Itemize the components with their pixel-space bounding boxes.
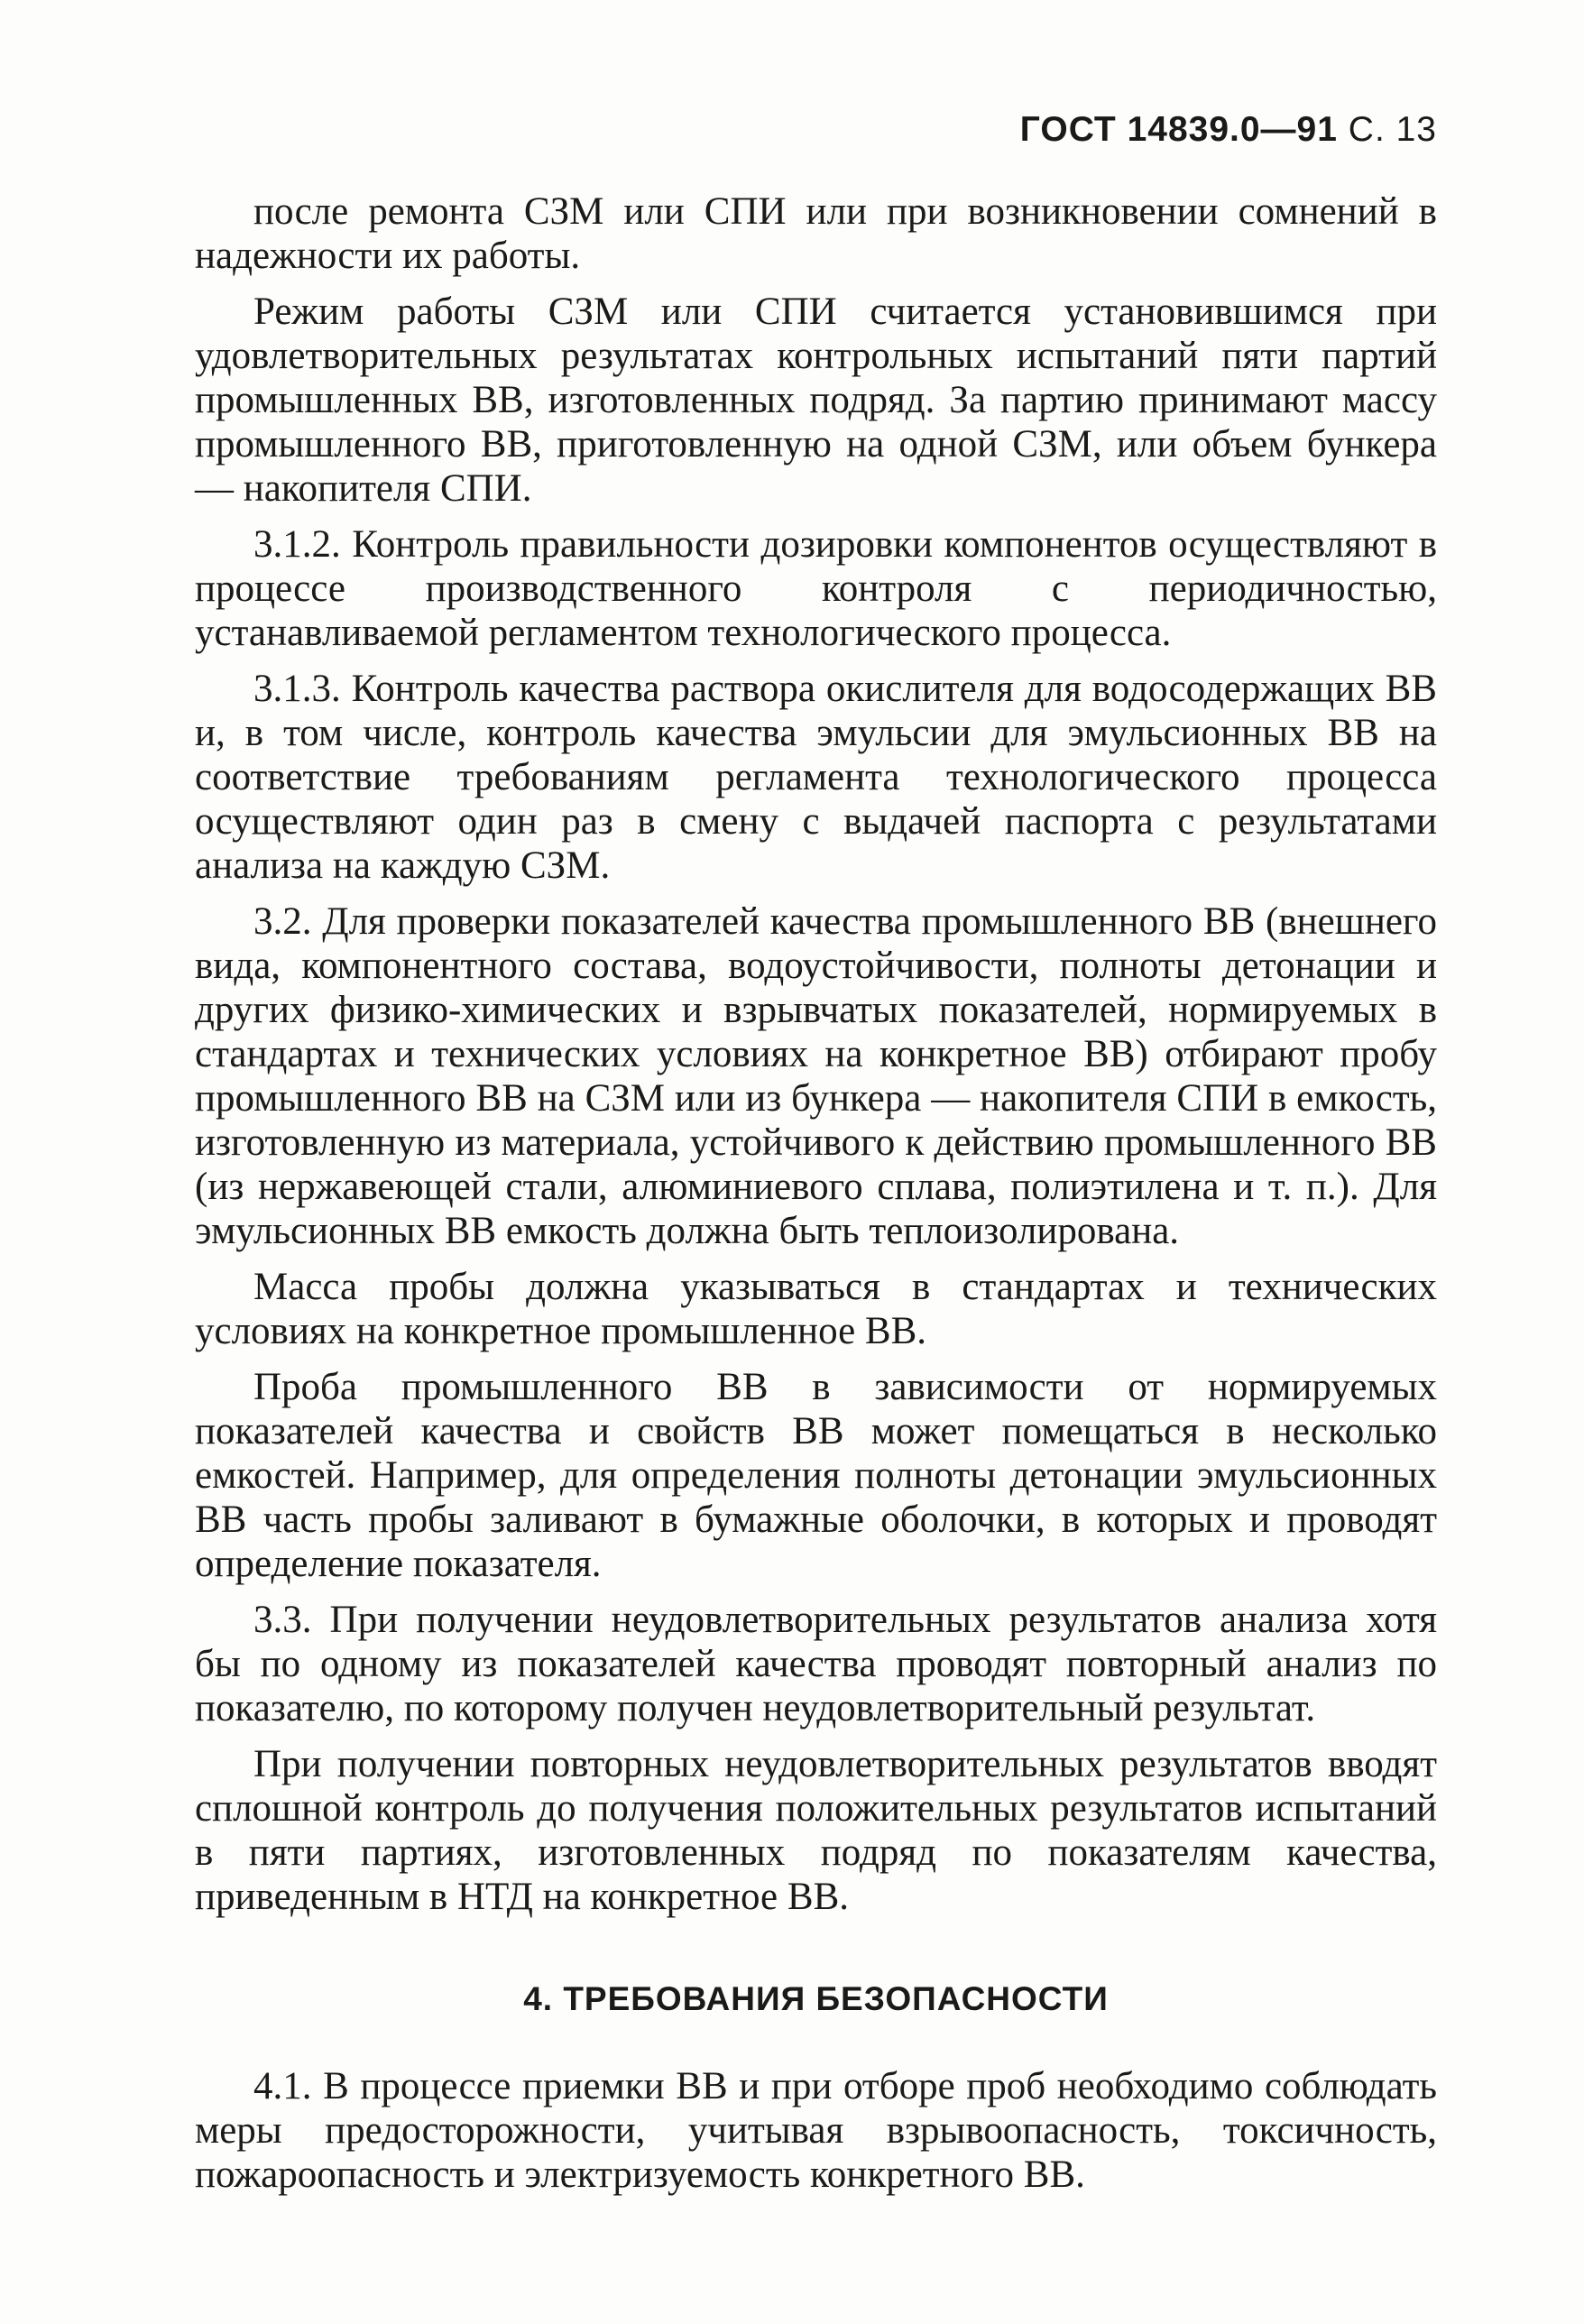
- body-text: [195, 189, 1437, 2197]
- paragraph: 4.1. В процессе приемки ВВ и при отборе проб необходимо соблюдать меры предосторожности, учитывая взрывоопасность, токсичность, пожароопасность и электризуемость конкретного ВВ.: [195, 2065, 1437, 2196]
- standard-number: ГОСТ 14839.0—91: [1019, 110, 1338, 149]
- paragraph: 3.2. Для проверки показателей качества промышленного ВВ (внешнего вида, компонентного состава, водоустойчивости, полноты детонации и других физико-химических и взрывчатых показателей, нормируемых в стандартах и технических условиях на конкретное ВВ) отбирают пробу промышленного ВВ на СЗМ или из бункера — накопителя СПИ в емкость, изготовленную из материала, устойчивого к действию промышленного ВВ (из нержавеющей стали, алюминиевого сплава, полиэтилена и т. п.). Для эмульсионных ВВ емкость должна быть теплоизолирована.: [195, 900, 1437, 1252]
- paragraph: При получении повторных неудовлетворительных результатов вводят сплошной контроль до получения положительных результатов испытаний в пяти партиях, изготовленных подряд по показателям качества, приведенным в НТД на конкретное ВВ.: [195, 1743, 1437, 1918]
- paragraph: Режим работы СЗМ или СПИ считается установившимся при удовлетворительных результатах контрольных испытаний пяти партий промышленных ВВ, изготовленных подряд. За партию принимают массу промышленного ВВ, приготовленную на одной СЗМ, или объем бункера — накопителя СПИ.: [195, 290, 1437, 510]
- page-number: С. 13: [1348, 110, 1437, 149]
- paragraph: 3.3. При получении неудовлетворительных результатов анализа хотя бы по одному из показателей качества проводят повторный анализ по показателю, по которому получен неудовлетворительный результат.: [195, 1599, 1437, 1729]
- paragraph: после ремонта СЗМ или СПИ или при возникновении сомнений в надежности их работы.: [195, 190, 1437, 277]
- paragraph: 3.1.3. Контроль качества раствора окислителя для водосодержащих ВВ и, в том числе, контроль качества эмульсии для эмульсионных ВВ на соответствие требованиям регламента технологического процесса осуществляют один раз в смену с выдачей паспорта с результатами анализа на каждую СЗМ.: [195, 668, 1437, 887]
- paragraph: Масса пробы должна указываться в стандартах и технических условиях на конкретное промышленное ВВ.: [195, 1266, 1437, 1352]
- page-header: [1020, 110, 1437, 150]
- paragraph: 3.1.2. Контроль правильности дозировки компонентов осуществляют в процессе производственного контроля с периодичностью, устанавливаемой регламентом технологического процесса.: [195, 523, 1437, 654]
- paragraph: Проба промышленного ВВ в зависимости от нормируемых показателей качества и свойств ВВ может помещаться в несколько емкостей. Например, для определения полноты детонации эмульсионных ВВ часть пробы заливают в бумажные оболочки, в которых и проводят определение показателя.: [195, 1366, 1437, 1585]
- section-heading: 4. ТРЕБОВАНИЯ БЕЗОПАСНОСТИ: [523, 1980, 1109, 2017]
